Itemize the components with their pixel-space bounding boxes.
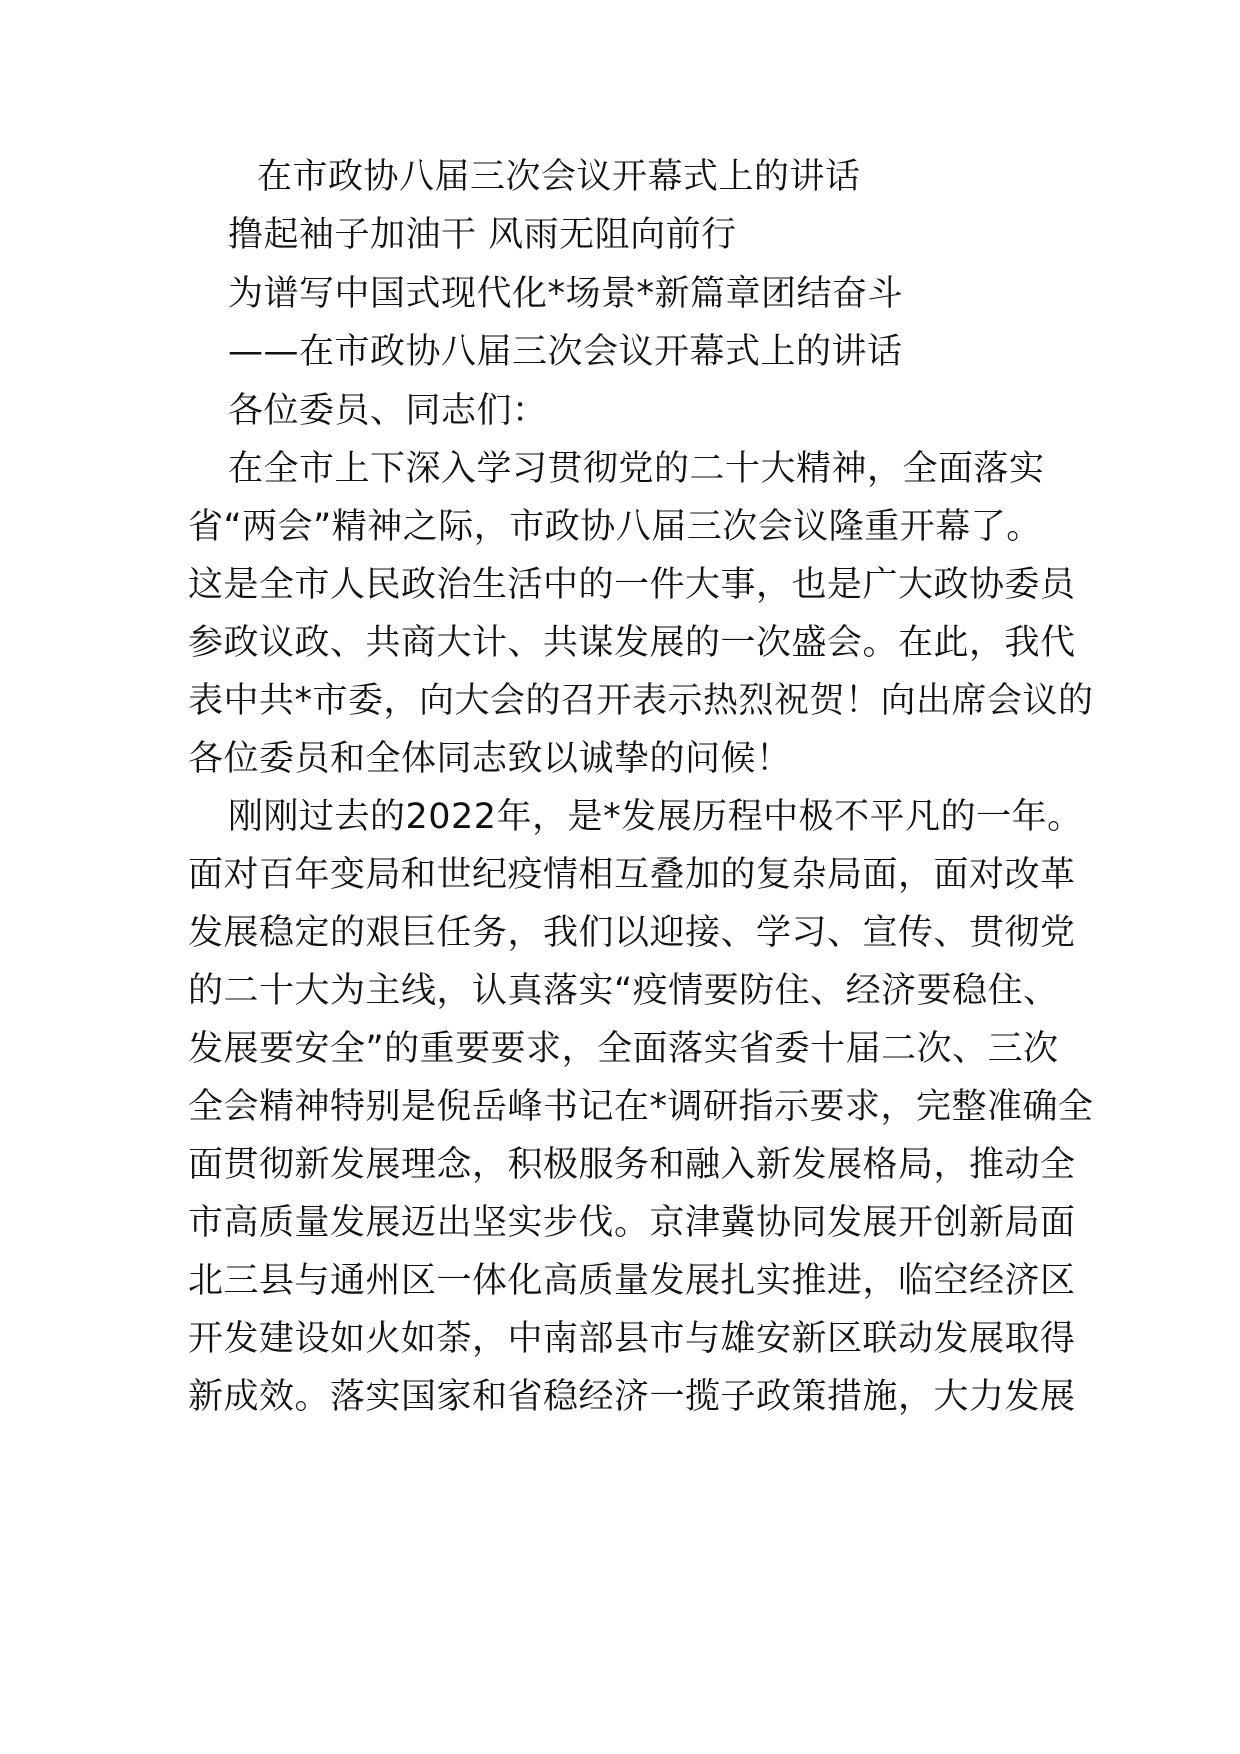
paragraph-line: 参政议政、共商大计、共谋发展的一次盛会。在此，我代 <box>188 623 1076 663</box>
paragraph-line: 北三县与通州区一体化高质量发展扎实推进，临空经济区 <box>188 1261 1076 1301</box>
paragraph-line: 的二十大为主线，认真落实“疫情要防住、经济要稳住、 <box>188 971 1059 1011</box>
paragraph-line: 刚刚过去的2022年，是*发展历程中极不平凡的一年。 <box>228 797 1083 837</box>
document-subtitle-3: ——在市政协八届三次会议开幕式上的讲话 <box>228 332 903 372</box>
document-subtitle-1: 撸起袖子加油干 风雨无阻向前行 <box>228 215 737 255</box>
paragraph-line: 全会精神特别是倪岳峰书记在*调研指示要求，完整准确全 <box>188 1087 1094 1127</box>
paragraph-line: 市高质量发展迈出坚实步伐。京津冀协同发展开创新局面 <box>188 1203 1076 1243</box>
paragraph-line: 省“两会”精神之际，市政协八届三次会议隆重开幕了。 <box>188 507 1042 547</box>
paragraph-line: 表中共*市委，向大会的召开表示热烈祝贺！向出席会议的 <box>188 681 1094 721</box>
paragraph-line: 这是全市人民政治生活中的一件大事，也是广大政协委员 <box>188 565 1076 605</box>
paragraph-line: 发展要安全”的重要要求，全面落实省委十届二次、三次 <box>188 1029 1059 1069</box>
paragraph-line: 新成效。落实国家和省稳经济一揽子政策措施，大力发展 <box>188 1377 1076 1417</box>
paragraph-line: 各位委员和全体同志致以诚挚的问候！ <box>188 739 792 779</box>
paragraph-line: 面贯彻新发展理念，积极服务和融入新发展格局，推动全 <box>188 1145 1076 1185</box>
salutation: 各位委员、同志们： <box>228 391 548 431</box>
document-subtitle-2: 为谱写中国式现代化*场景*新篇章团结奋斗 <box>228 274 904 314</box>
document-title: 在市政协八届三次会议开幕式上的讲话 <box>257 157 861 197</box>
paragraph-line: 开发建设如火如荼，中南部县市与雄安新区联动发展取得 <box>188 1319 1076 1359</box>
paragraph-line: 发展稳定的艰巨任务，我们以迎接、学习、宣传、贯彻党 <box>188 913 1076 953</box>
paragraph-line: 面对百年变局和世纪疫情相互叠加的复杂局面，面对改革 <box>188 855 1076 895</box>
paragraph-line: 在全市上下深入学习贯彻党的二十大精神，全面落实 <box>228 449 1045 489</box>
